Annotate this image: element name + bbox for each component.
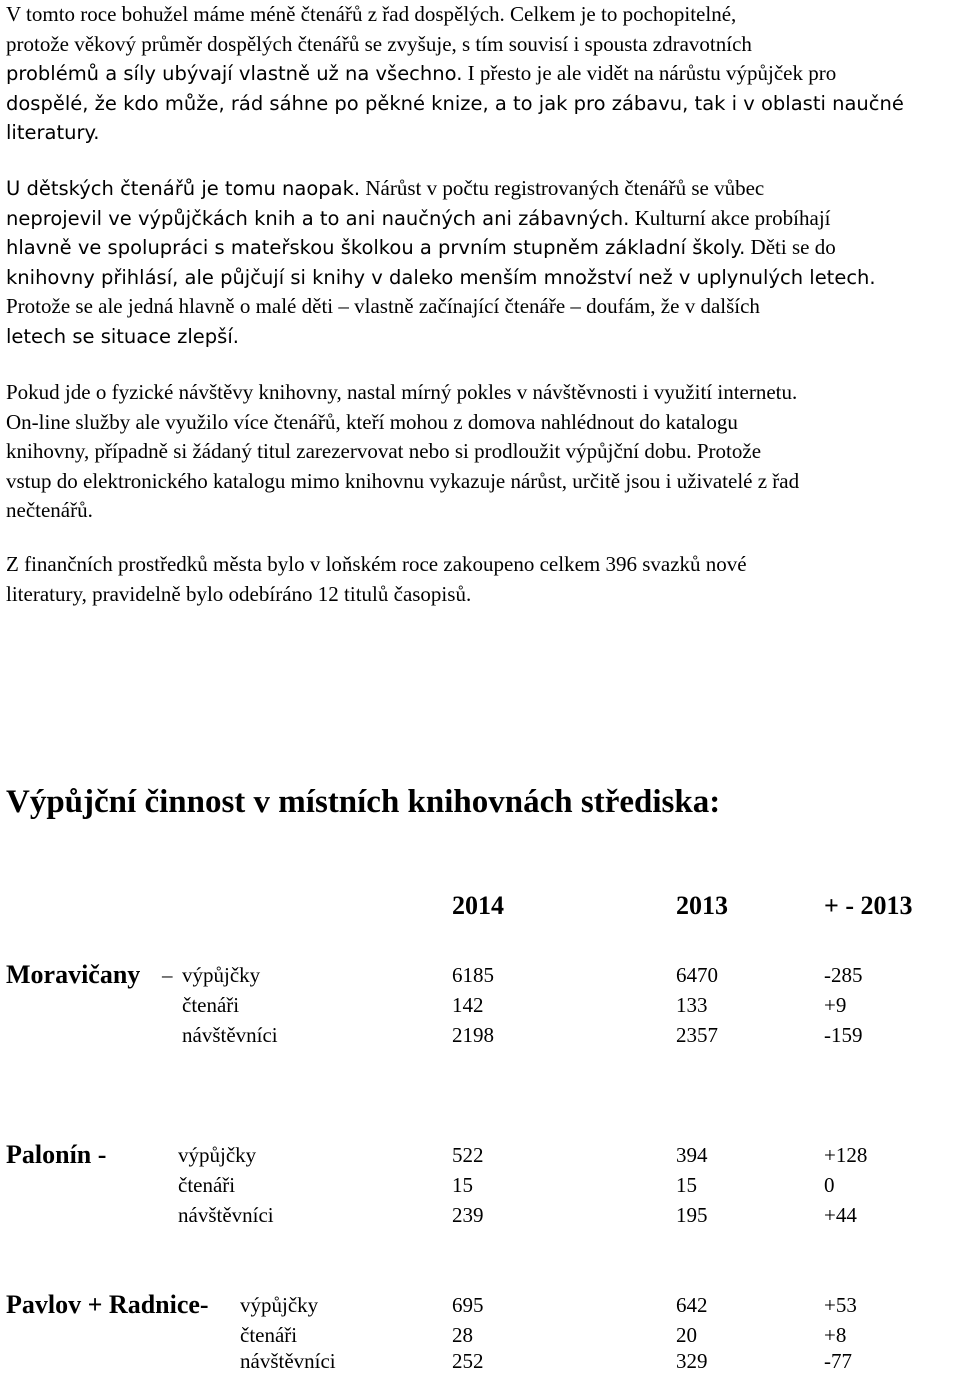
text-line	[6, 0, 904, 30]
text-run: vstup do elektronického katalogu mimo knihovnu vykazuje nárůst, určitě jsou i uživatelé z řad	[6, 468, 800, 493]
value-2013: 15	[676, 1173, 697, 1197]
text-run: nečtenářů.	[6, 498, 93, 522]
row-label: čtenáři	[178, 1173, 236, 1197]
paragraph-adult-readers	[6, 0, 904, 148]
value-difference: +9	[824, 993, 847, 1017]
text-run: knihovny přihlásí, ale půjčují si knihy v daleko menším množství než v uplynulých letech.	[6, 265, 876, 289]
section-heading: Výpůjční činnost v místních knihovnách střediska:	[6, 784, 721, 820]
table-row	[0, 1140, 960, 1170]
row-label: výpůjčky	[240, 1293, 319, 1317]
paragraph-visits	[6, 378, 799, 526]
row-label: čtenáři	[240, 1323, 298, 1347]
value-difference: -159	[824, 1023, 863, 1047]
text-run: On-line služby ale využilo více čtenářů, kteří mohou z domova nahlédnout do katalogu	[6, 409, 738, 434]
row-label: čtenáři	[182, 993, 240, 1017]
value-2014: 2198	[452, 1023, 494, 1047]
value-2014: 695	[452, 1293, 484, 1317]
text-line	[6, 174, 876, 204]
text-run: protože věkový průměr dospělých čtenářů se zvyšuje, s tím souvisí i spousta zdravotních	[6, 31, 752, 56]
value-2014: 252	[452, 1349, 484, 1373]
text-run: Nárůst v počtu registrovaných čtenářů se vůbec	[360, 176, 765, 200]
value-2014: 522	[452, 1143, 484, 1167]
text-line	[6, 204, 876, 234]
text-line	[6, 467, 799, 497]
text-line	[6, 408, 799, 438]
table-row	[0, 990, 960, 1020]
value-2013: 133	[676, 993, 708, 1017]
value-difference: -77	[824, 1349, 852, 1373]
text-run: literatury, pravidelně bylo odebíráno 12 titulů časopisů.	[6, 581, 472, 606]
text-line	[6, 550, 747, 580]
value-2014: 28	[452, 1323, 473, 1347]
text-run: hlavně ve spolupráci s mateřskou školkou a prvním stupněm základní školy.	[6, 236, 746, 259]
column-header-difference: + - 2013	[824, 891, 913, 920]
value-2014: 239	[452, 1203, 484, 1227]
text-run: dospělé, že kdo může, rád sáhne po pěkné knize, a to jak pro zábavu, tak i v oblasti naučné	[6, 91, 904, 115]
row-label: návštěvníci	[182, 1023, 278, 1047]
text-run: U dětských čtenářů je tomu naopak.	[6, 177, 361, 200]
text-run: neprojevil ve výpůjčkách knih a to ani naučných ani zábavných.	[6, 206, 630, 230]
library-name-pavlov-radnice: Pavlov + Radnice-	[6, 1290, 209, 1319]
value-difference: 0	[824, 1173, 835, 1197]
text-line	[6, 437, 799, 467]
paragraph-funding	[6, 550, 747, 609]
value-2013: 20	[676, 1323, 697, 1347]
text-run: Protože se ale jedná hlavně o malé děti – vlastně začínající čtenáře – doufám, že v dalších	[6, 294, 760, 318]
table-row	[0, 1346, 960, 1376]
text-run: Pokud jde o fyzické návštěvy knihovny, nastal mírný pokles v návštěvnosti i využití internetu.	[6, 380, 798, 404]
value-difference: +128	[824, 1143, 868, 1167]
table-row	[0, 1200, 960, 1230]
text-line	[6, 263, 876, 293]
text-line	[6, 118, 904, 148]
row-label: výpůjčky	[182, 963, 261, 987]
text-line	[6, 378, 799, 408]
text-run: Kulturní akce probíhají	[629, 205, 831, 230]
value-2013: 195	[676, 1203, 708, 1227]
value-2013: 6470	[676, 963, 718, 987]
text-line	[6, 233, 876, 263]
text-line	[6, 496, 799, 526]
text-line	[6, 580, 747, 610]
text-run: V tomto roce bohužel máme méně čtenářů z řad dospělých. Celkem je to pochopitelné,	[6, 2, 737, 26]
text-line	[6, 322, 876, 352]
library-name-dash: –	[162, 963, 173, 987]
text-run: letech se situace zlepší.	[6, 324, 239, 348]
value-2013: 329	[676, 1349, 708, 1373]
value-2013: 2357	[676, 1023, 718, 1047]
value-2014: 142	[452, 993, 484, 1017]
paragraph-child-readers	[6, 174, 876, 351]
text-line	[6, 30, 904, 60]
library-name-moravicany: Moravičany	[6, 960, 141, 989]
text-run: literatury.	[6, 121, 100, 144]
table-row	[0, 1170, 960, 1200]
text-run: I přesto je ale vidět na nárůstu výpůjček pro	[462, 61, 837, 85]
row-label: výpůjčky	[178, 1143, 257, 1167]
text-line	[6, 59, 904, 89]
text-run: problémů a síly ubývají vlastně už na všechno.	[6, 62, 463, 85]
value-difference: +44	[824, 1203, 857, 1227]
table-row	[0, 1290, 960, 1320]
table-row	[0, 960, 960, 990]
text-run: Z finančních prostředků města bylo v loňském roce zakoupeno celkem 396 svazků nové	[6, 552, 747, 576]
row-label: návštěvníci	[178, 1203, 274, 1227]
value-2013: 394	[676, 1143, 708, 1167]
row-label: návštěvníci	[240, 1349, 336, 1373]
value-difference: +8	[824, 1323, 847, 1347]
text-run: Děti se do	[745, 235, 836, 259]
value-difference: +53	[824, 1293, 857, 1317]
column-header-2014: 2014	[452, 891, 504, 920]
text-run: knihovny, případně si žádaný titul zarezervovat nebo si prodloužit výpůjční dobu. Protože	[6, 439, 762, 463]
table-row	[0, 1020, 960, 1050]
value-2014: 15	[452, 1173, 473, 1197]
value-2014: 6185	[452, 963, 494, 987]
value-2013: 642	[676, 1293, 708, 1317]
value-difference: -285	[824, 963, 863, 987]
library-name-palonin: Palonín -	[6, 1140, 107, 1169]
text-line	[6, 292, 876, 322]
column-header-2013: 2013	[676, 891, 728, 920]
text-line	[6, 89, 904, 119]
